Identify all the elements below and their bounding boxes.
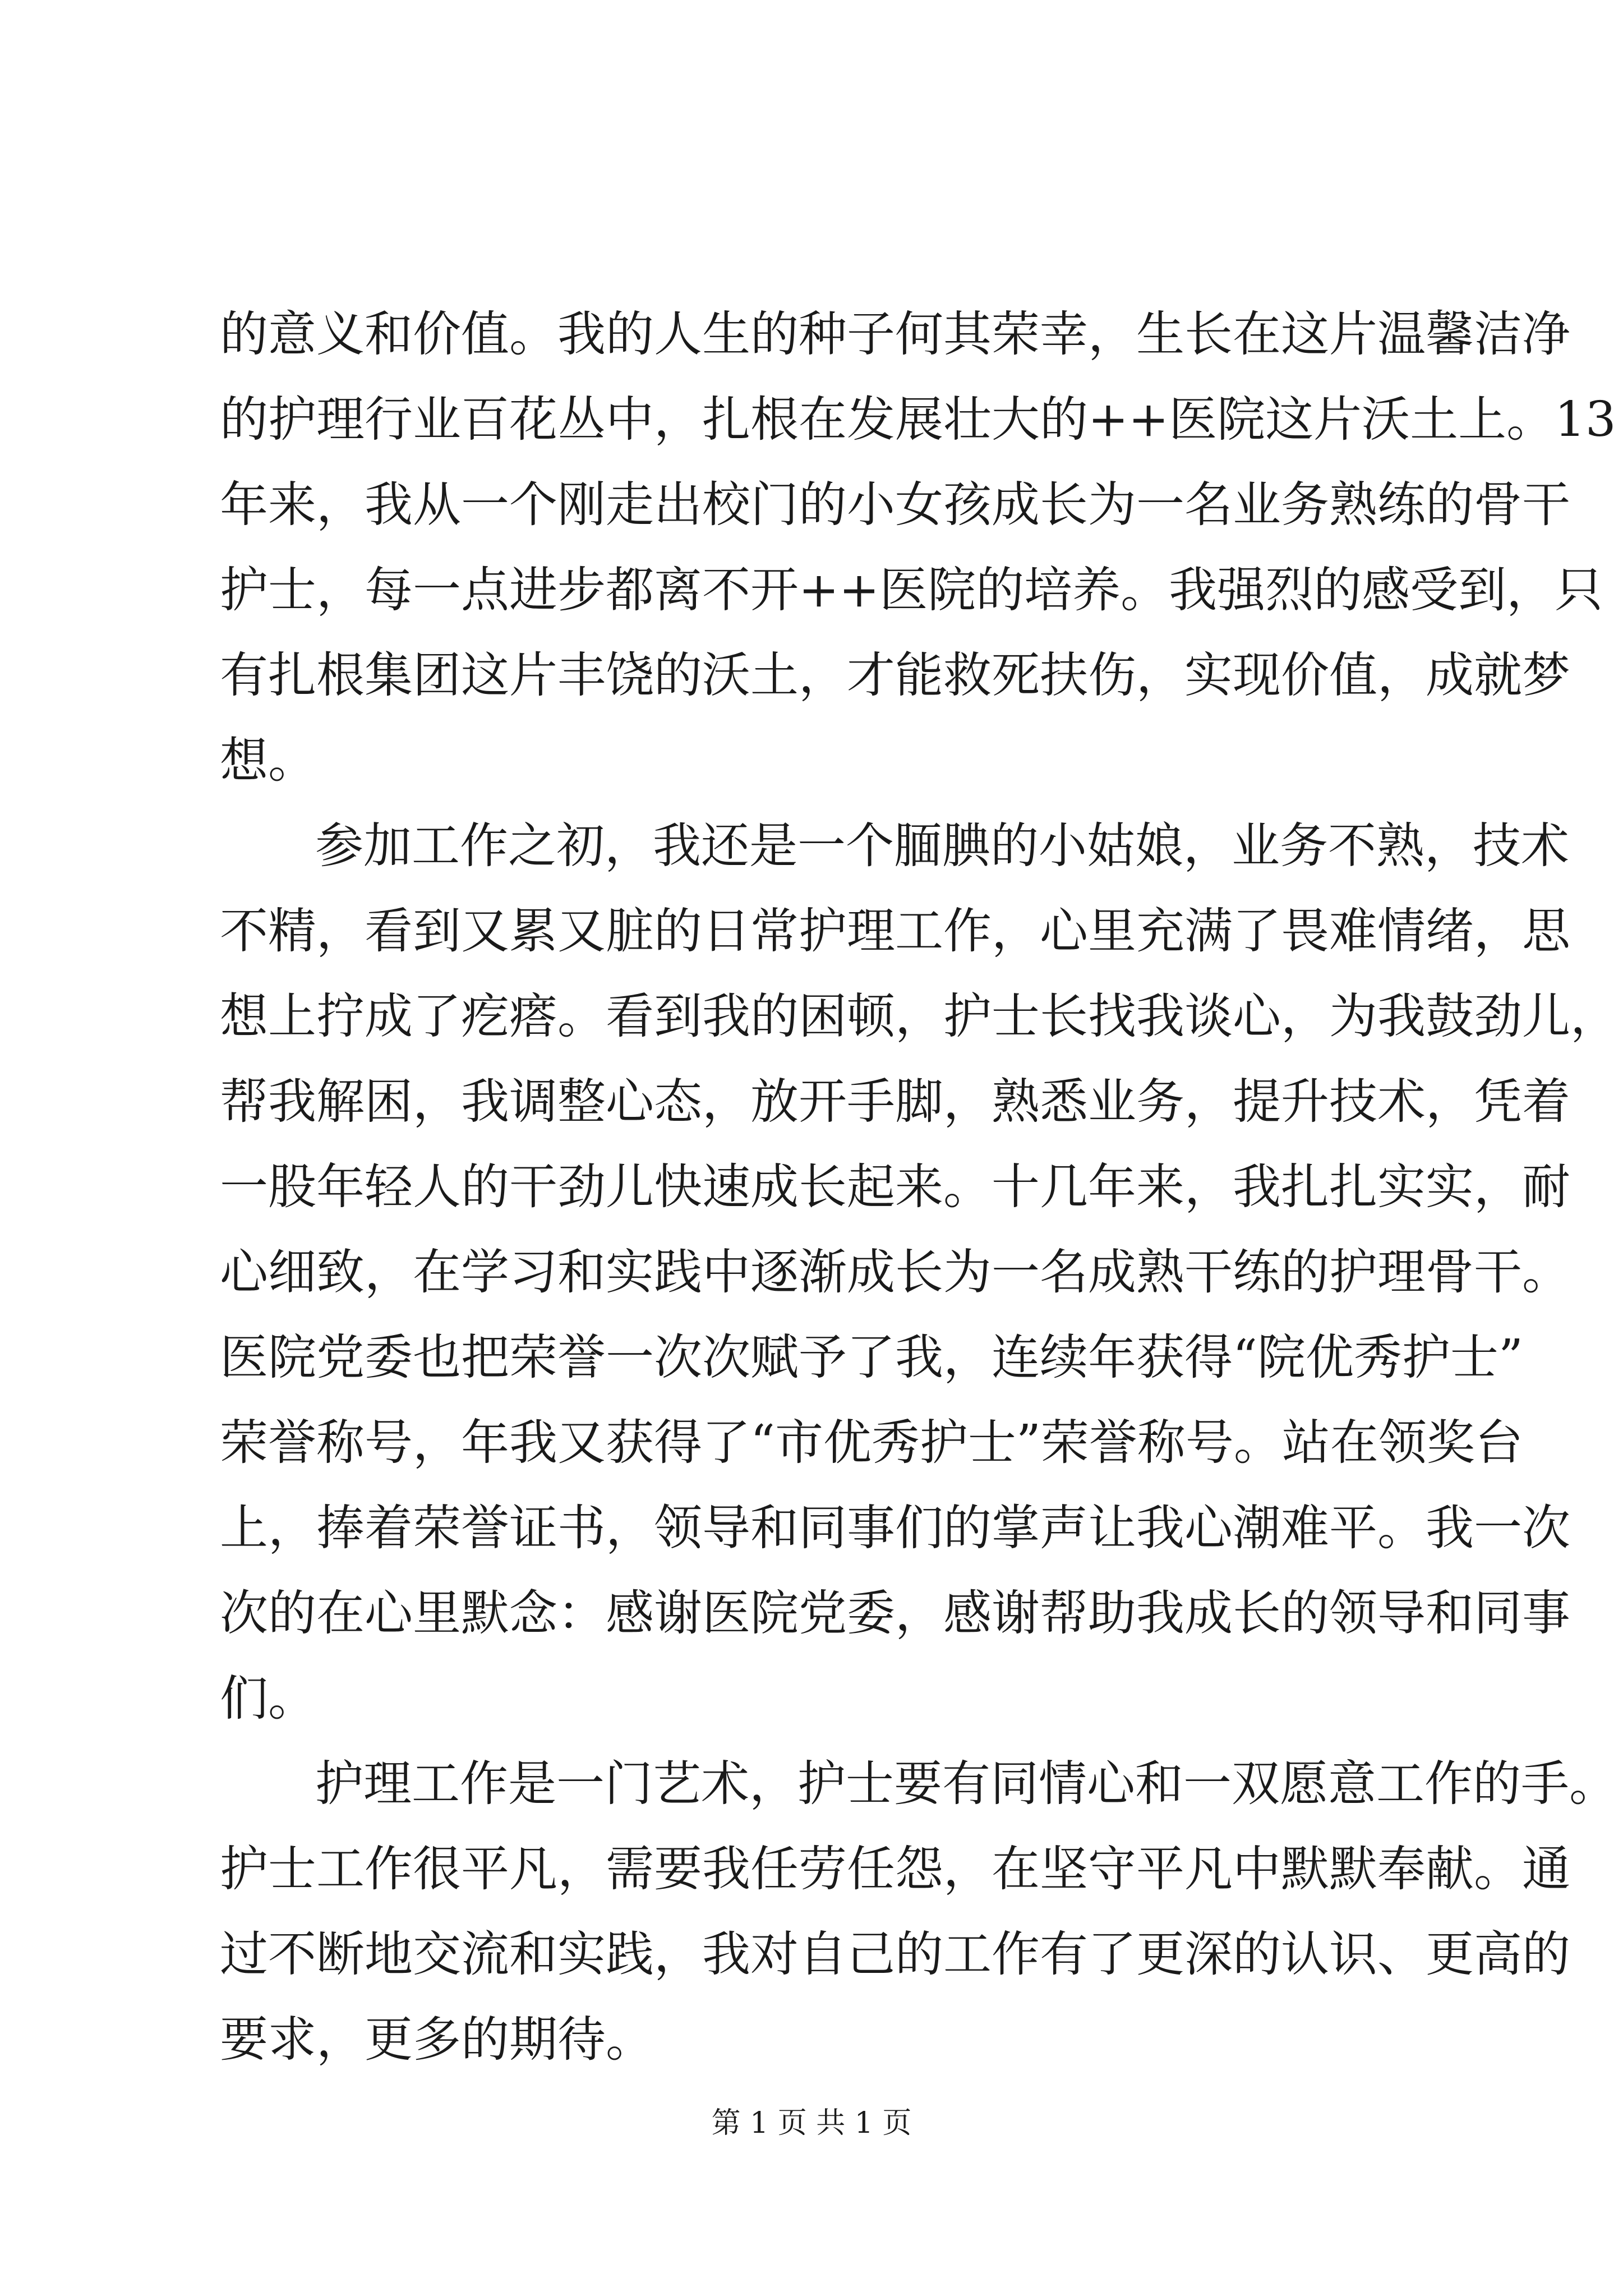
text-line: 年来，我从一个刚走出校门的小女孩成长为一名业务熟练的骨干	[220, 477, 1570, 533]
text-line: 过不断地交流和实践，我对自己的工作有了更深的认识、更高的	[220, 1926, 1570, 1982]
text-line: 要求，更多的期待。	[220, 2012, 654, 2068]
text-line: 的护理行业百花丛中，扎根在发展壮大的++医院这片沃土上。13	[220, 392, 1616, 448]
text-line: 护士，每一点进步都离不开++医院的培养。我强烈的感受到，只	[220, 562, 1603, 618]
body-text	[220, 292, 1619, 2082]
text-line: 医院党委也把荣誉一次次赋予了我，连续年获得“院优秀护士”	[220, 1329, 1523, 1386]
text-line: 一股年轻人的干劲儿快速成长起来。十几年来，我扎扎实实，耐	[220, 1159, 1570, 1215]
paragraph-start-line: 参加工作之初，我还是一个腼腆的小姑娘，业务不熟，技术	[315, 818, 1569, 874]
text-line: 心细致，在学习和实践中逐渐成长为一名成熟干练的护理骨干。	[220, 1244, 1570, 1300]
text-line: 的意义和价值。我的人生的种子何其荣幸，生长在这片温馨洁净	[220, 306, 1570, 362]
text-line: 护士工作很平凡，需要我任劳任怨，在坚守平凡中默默奉献。通	[220, 1841, 1570, 1897]
paragraph-start-line: 护理工作是一门艺术，护士要有同情心和一双愿意工作的手。	[315, 1756, 1617, 1812]
text-line: 帮我解困，我调整心态，放开手脚，熟悉业务，提升技术，凭着	[220, 1074, 1570, 1130]
text-line: 有扎根集团这片丰饶的沃土，才能救死扶伤，实现价值，成就梦	[220, 647, 1570, 703]
text-line: 想上拧成了疙瘩。看到我的困顿，护士长找我谈心，为我鼓劲儿，	[220, 988, 1619, 1045]
text-line: 想。	[220, 733, 316, 789]
text-line: 不精，看到又累又脏的日常护理工作，心里充满了畏难情绪，思	[220, 903, 1570, 959]
page-number-footer: 第 1 页 共 1 页	[711, 2106, 912, 2140]
text-line: 次的在心里默念：感谢医院党委，感谢帮助我成长的领导和同事	[220, 1585, 1570, 1641]
text-line: 们。	[220, 1671, 316, 1727]
text-line: 上，捧着荣誉证书，领导和同事们的掌声让我心潮难平。我一次	[220, 1500, 1570, 1556]
text-line: 荣誉称号，年我又获得了“市优秀护士”荣誉称号。站在领奖台	[220, 1415, 1523, 1471]
